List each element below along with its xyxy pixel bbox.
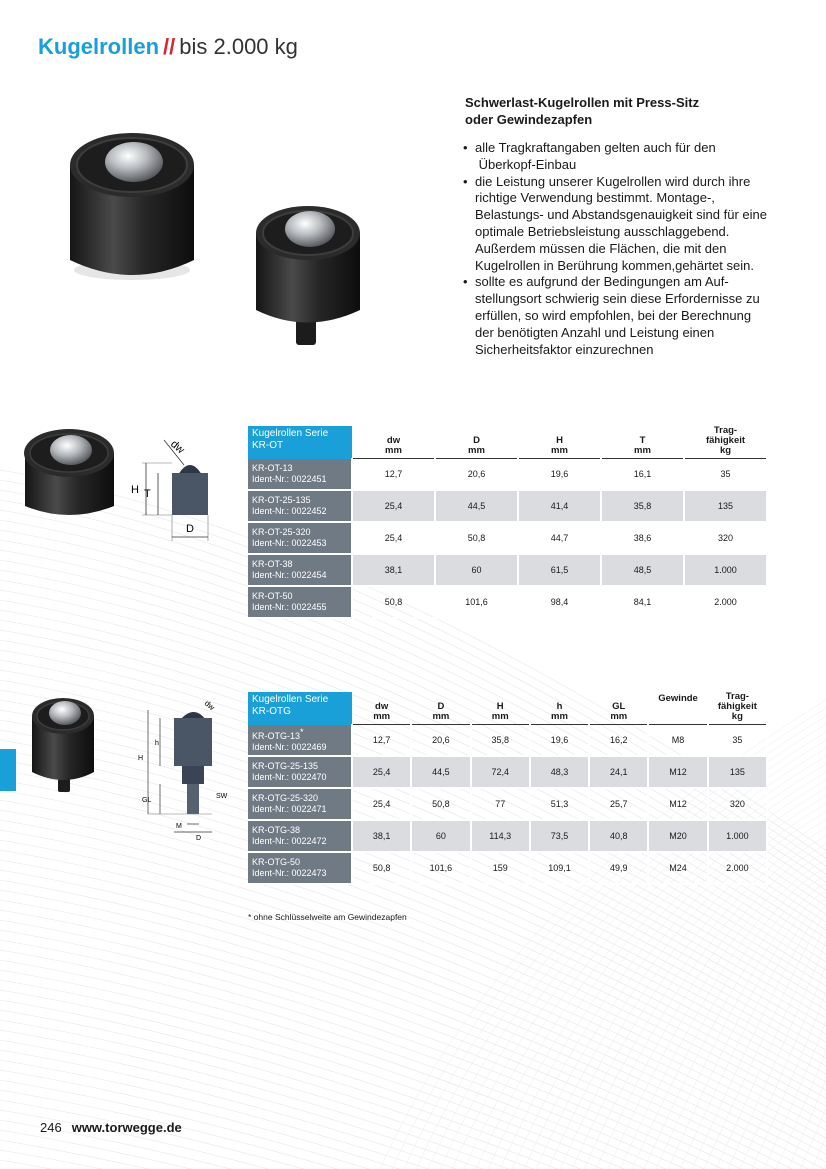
value-cell: 25,7 — [589, 788, 648, 820]
bullet-line: Kugelrollen in Berührung kommen,gehärtet sein. — [475, 257, 754, 273]
model-cell: KR-OTG-25-135 Ident-Nr.: 0022470 — [248, 756, 352, 788]
label-dw: dw — [168, 438, 187, 457]
bullet-line: Überkopf-Einbau — [475, 156, 577, 172]
column-header: Trag- fähigkeit kg — [684, 426, 767, 459]
page-title — [38, 34, 298, 60]
value-cell: 12,7 — [352, 459, 435, 491]
footnote: * ohne Schlüsselweite am Gewindezapfen — [248, 912, 407, 922]
value-cell: 41,4 — [518, 490, 601, 522]
value-cell: 1.000 — [684, 554, 767, 586]
value-cell: 109,1 — [530, 852, 589, 884]
value-cell: 135 — [708, 756, 767, 788]
value-cell: M20 — [648, 820, 707, 852]
intro-bullet — [463, 140, 773, 174]
value-cell: 19,6 — [530, 725, 589, 757]
value-cell: 84,1 — [601, 586, 684, 618]
column-header: dw mm — [352, 426, 435, 459]
bullet-line: • die Leistung unserer Kugelrollen wird durch ihre — [475, 173, 751, 189]
value-cell: 48,5 — [601, 554, 684, 586]
title-sub: bis 2.000 kg — [179, 34, 298, 59]
label-SW: SW — [216, 793, 228, 800]
value-cell: M8 — [648, 725, 707, 757]
product-photo-ot-small — [22, 418, 117, 518]
value-cell: 48,3 — [530, 756, 589, 788]
value-cell: 35,8 — [601, 490, 684, 522]
value-cell: 60 — [435, 554, 518, 586]
value-cell: 77 — [471, 788, 530, 820]
value-cell: 25,4 — [352, 522, 435, 554]
intro-bullet-list — [463, 140, 773, 358]
value-cell: 20,6 — [435, 459, 518, 491]
website-link[interactable]: www.torwegge.de — [71, 1120, 182, 1135]
product-photo-otg-large — [252, 195, 372, 355]
value-cell: 73,5 — [530, 820, 589, 852]
bullet-line: erfüllen, so wird empfohlen, bei der Berechnung — [475, 307, 752, 323]
bullet-line: Belastungs- und Abstandsgenauigkeit sind für eine — [475, 207, 767, 223]
model-cell: KR-OTG-13* Ident-Nr.: 0022469 — [248, 725, 352, 757]
value-cell: 50,8 — [435, 522, 518, 554]
value-cell: 38,1 — [352, 554, 435, 586]
title-separator: // — [163, 34, 176, 59]
table-row — [248, 725, 767, 757]
column-header: Trag- fähigkeit kg — [708, 692, 767, 725]
value-cell: 50,8 — [352, 586, 435, 618]
column-header: H mm — [518, 426, 601, 459]
bullet-line: • alle Tragkraftangaben gelten auch für den — [475, 140, 716, 155]
model-cell: KR-OT-25-135 Ident-Nr.: 0022452 — [248, 490, 352, 522]
column-header: dw mm — [352, 692, 411, 725]
label-GL: GL — [142, 797, 152, 804]
value-cell: 35 — [708, 725, 767, 757]
value-cell: 60 — [411, 820, 470, 852]
intro-bullet — [463, 274, 773, 358]
table-row — [248, 852, 767, 884]
label-dw: dw — [202, 698, 217, 713]
bullet-line: • sollte es aufgrund der Bedingungen am Auf- — [475, 274, 729, 290]
bullet-line: richtige Verwendung bestimmt. Montage-, — [475, 190, 715, 206]
value-cell: 40,8 — [589, 820, 648, 852]
column-header: H mm — [471, 692, 530, 725]
value-cell: 44,5 — [435, 490, 518, 522]
value-cell: M24 — [648, 852, 707, 884]
value-cell: 25,4 — [352, 490, 435, 522]
value-cell: 20,6 — [411, 725, 470, 757]
value-cell: 16,2 — [589, 725, 648, 757]
value-cell: 50,8 — [411, 788, 470, 820]
value-cell: 35 — [684, 459, 767, 491]
table-row — [248, 522, 767, 554]
value-cell: 44,7 — [518, 522, 601, 554]
column-header: D mm — [435, 426, 518, 459]
value-cell: 320 — [684, 522, 767, 554]
column-header: T mm — [601, 426, 684, 459]
bullet-line: Außerdem müssen die Flächen, die mit den — [475, 240, 727, 256]
model-cell: KR-OTG-50 Ident-Nr.: 0022473 — [248, 852, 352, 884]
label-H: H — [138, 755, 144, 762]
value-cell: 25,4 — [352, 788, 411, 820]
table-row — [248, 820, 767, 852]
spec-table-ot — [248, 426, 768, 619]
value-cell: 101,6 — [435, 586, 518, 618]
series-header: Kugelrollen Serie KR-OTG — [248, 692, 352, 725]
series-header: Kugelrollen Serie KR-OT — [248, 426, 352, 459]
label-h: h — [155, 740, 159, 747]
value-cell: 61,5 — [518, 554, 601, 586]
bullet-line: Sicherheitsfaktor einzurechnen — [475, 341, 654, 357]
title-main: Kugelrollen — [38, 34, 160, 59]
value-cell: 16,1 — [601, 459, 684, 491]
label-M: M — [176, 823, 182, 830]
value-cell: 25,4 — [352, 756, 411, 788]
bullet-line: stellungsort schwierig sein diese Erfordernisse zu — [475, 291, 760, 307]
intro-bullet — [463, 174, 773, 275]
value-cell: 98,4 — [518, 586, 601, 618]
label-D: D — [196, 835, 202, 840]
value-cell: 12,7 — [352, 725, 411, 757]
model-cell: KR-OT-38 Ident-Nr.: 0022454 — [248, 554, 352, 586]
product-photo-otg-small — [28, 688, 98, 798]
bullet-line: der benötigten Anzahl und Leistung einen — [475, 324, 715, 340]
value-cell: 2.000 — [684, 586, 767, 618]
value-cell: 320 — [708, 788, 767, 820]
value-cell: M12 — [648, 756, 707, 788]
page-number: 246 — [40, 1120, 62, 1135]
table-row — [248, 459, 767, 491]
column-header: Gewinde — [648, 692, 707, 725]
column-header: D mm — [411, 692, 470, 725]
value-cell: 38,1 — [352, 820, 411, 852]
value-cell: 24,1 — [589, 756, 648, 788]
intro-heading: Schwerlast-Kugelrollen mit Press-Sitz oder Gewindezapfen — [465, 95, 700, 127]
table-row — [248, 788, 767, 820]
value-cell: 44,5 — [411, 756, 470, 788]
spec-table-otg — [248, 692, 768, 885]
value-cell: 1.000 — [708, 820, 767, 852]
value-cell: 159 — [471, 852, 530, 884]
value-cell: 72,4 — [471, 756, 530, 788]
table-row — [248, 554, 767, 586]
column-header: GL mm — [589, 692, 648, 725]
model-cell: KR-OTG-25-320 Ident-Nr.: 0022471 — [248, 788, 352, 820]
dimension-drawing-ot — [122, 425, 232, 545]
model-cell: KR-OT-25-320 Ident-Nr.: 0022453 — [248, 522, 352, 554]
label-T: T — [144, 488, 151, 500]
value-cell: 101,6 — [411, 852, 470, 884]
model-cell: KR-OT-13 Ident-Nr.: 0022451 — [248, 459, 352, 491]
value-cell: 38,6 — [601, 522, 684, 554]
dimension-drawing-otg — [136, 690, 236, 840]
value-cell: M12 — [648, 788, 707, 820]
table-row — [248, 586, 767, 618]
bullet-line: optimale Betriebsleistung ausschlaggebend. — [475, 223, 730, 239]
page-footer — [40, 1120, 182, 1135]
value-cell: 50,8 — [352, 852, 411, 884]
value-cell: 114,3 — [471, 820, 530, 852]
side-tab-marker — [0, 749, 16, 791]
column-header: h mm — [530, 692, 589, 725]
value-cell: 35,8 — [471, 725, 530, 757]
value-cell: 2.000 — [708, 852, 767, 884]
value-cell: 49,9 — [589, 852, 648, 884]
model-cell: KR-OT-50 Ident-Nr.: 0022455 — [248, 586, 352, 618]
product-photo-ot-large — [62, 120, 202, 285]
model-cell: KR-OTG-38 Ident-Nr.: 0022472 — [248, 820, 352, 852]
value-cell: 19,6 — [518, 459, 601, 491]
label-D: D — [186, 523, 194, 535]
value-cell: 51,3 — [530, 788, 589, 820]
label-H: H — [131, 484, 139, 496]
table-row — [248, 490, 767, 522]
value-cell: 135 — [684, 490, 767, 522]
table-row — [248, 756, 767, 788]
